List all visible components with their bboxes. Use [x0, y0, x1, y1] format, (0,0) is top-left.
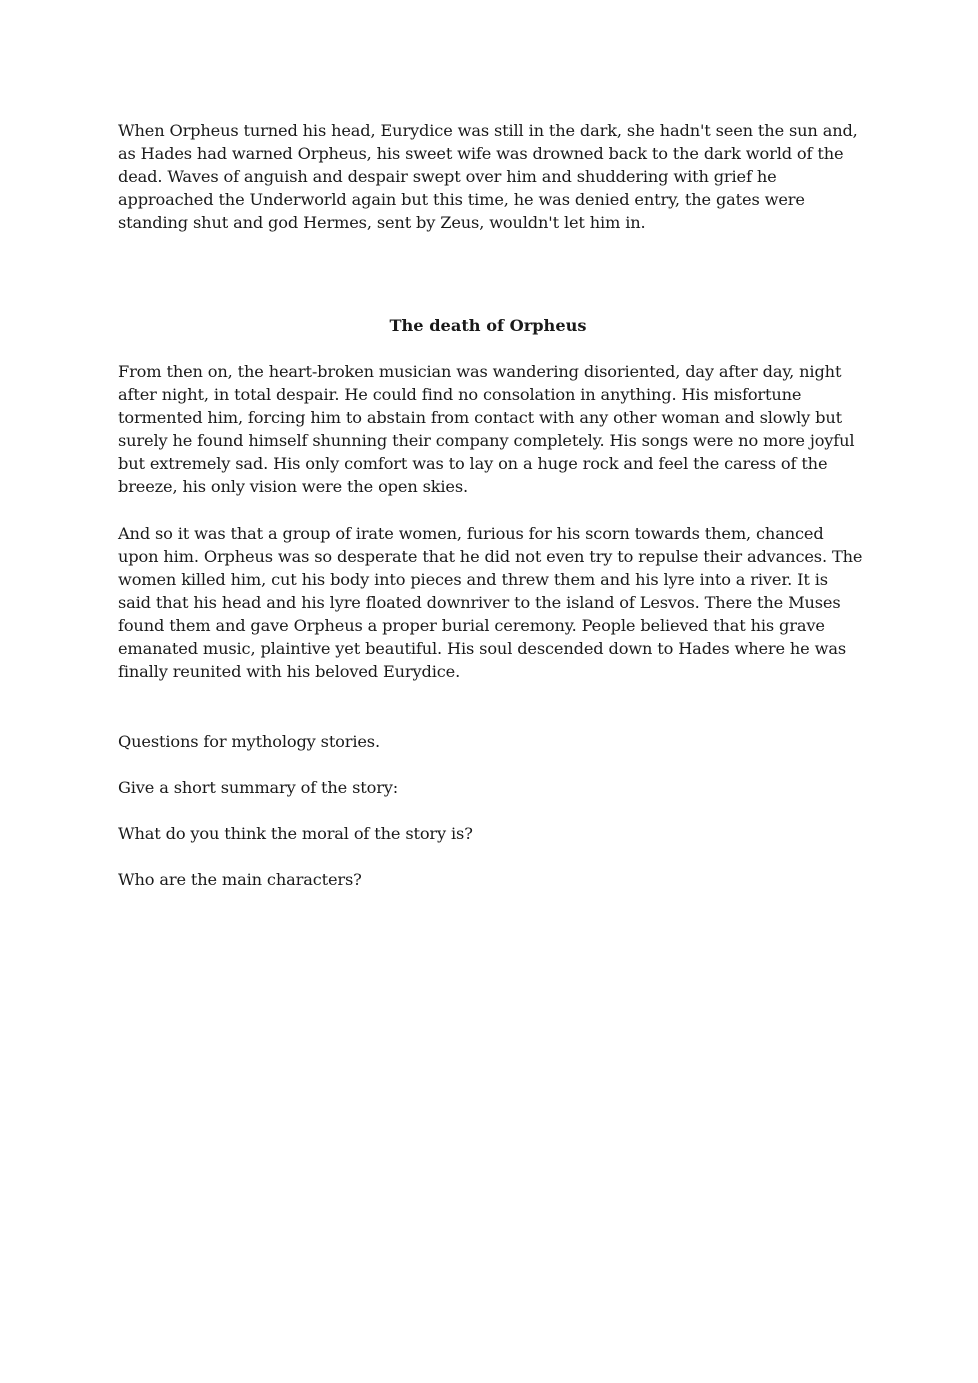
paragraph-death: And so it was that a group of irate women, furious for his scorn towards them, chanced upon him. Orpheus was so desperate that he did not even try to repulse their advances. The women killed him, cut his body into pieces and threw them and his lyre into a river. It is said that his head and his lyre floated downriver to the island of Lesvos. There the Muses found them and gave Orpheus a proper burial ceremony. People believed that his grave emanated music, plaintive yet beautiful. His soul descended down to Hades where he was finally reunited with his beloved Eurydice. — [118, 524, 863, 681]
question-characters: Who are the main characters? — [118, 870, 362, 889]
questions-heading: Questions for mythology stories. — [118, 732, 380, 751]
question-moral: What do you think the moral of the story is? — [118, 824, 473, 843]
paragraph-eurydice-lost: When Orpheus turned his head, Eurydice was still in the dark, she hadn't seen the sun and, as Hades had warned Orpheus, his sweet wife was drowned back to the dark world of the dead. Waves of anguish and despair swept over him and shuddering with grief he approached the Underworld again but this time, he was denied entry, the gates were standing shut and god Hermes, sent by Zeus, wouldn't let him in. — [118, 121, 858, 232]
section-title: The death of Orpheus — [389, 316, 587, 335]
paragraph-despair: From then on, the heart-broken musician was wandering disoriented, day after day, night after night, in total despair. He could find no consolation in anything. His misfortune tormented him, forcing him to abstain from contact with any other woman and slowly but surely he found himself shunning their company completely. His songs were no more joyful but extremely sad. His only comfort was to lay on a huge rock and feel the caress of the breeze, his only vision were the open skies. — [118, 362, 855, 496]
question-summary: Give a short summary of the story: — [118, 778, 399, 797]
